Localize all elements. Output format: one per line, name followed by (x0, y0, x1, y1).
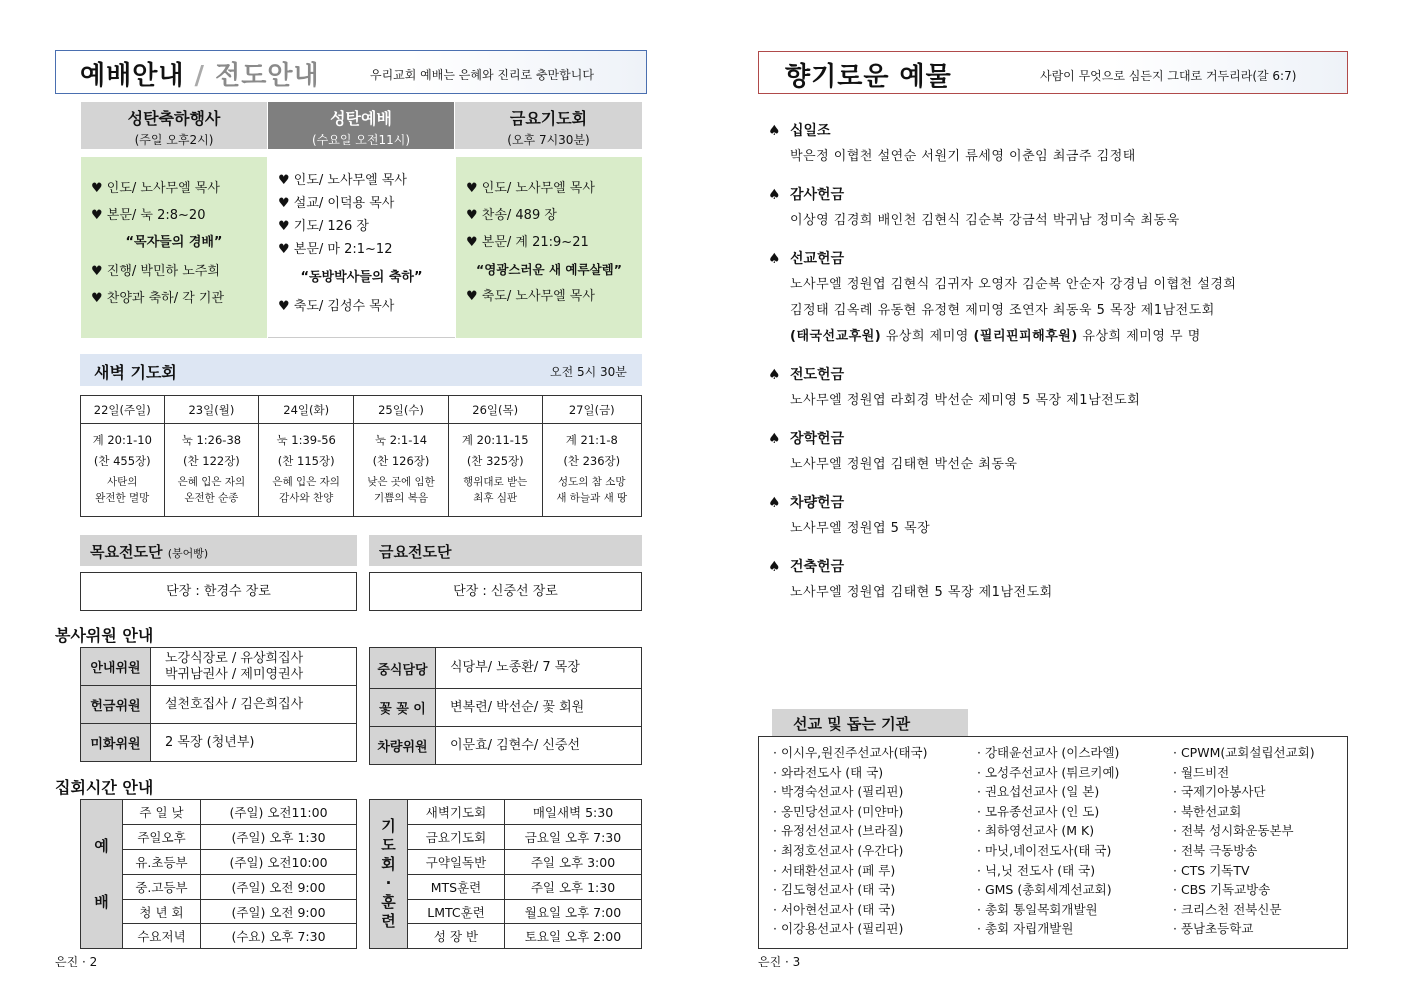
dawn-verse: 눅 1:39-56 (276, 433, 336, 447)
offering-names: 노사무엘 정원엽 김현식 김귀자 오영자 김순복 안순자 강경님 이협천 설경희 (790, 277, 1237, 292)
meeting-time: (주일) 오전 9:00 (201, 874, 357, 899)
mission-item: · 최정호선교사 (우간다) (773, 842, 904, 858)
dawn-hymn: (찬 325장) (466, 454, 524, 468)
dawn-cell (448, 424, 542, 517)
meeting-time: 토요일 오후 2:00 (505, 924, 642, 949)
col-head-2 (268, 102, 454, 149)
col-body-1 (81, 157, 267, 338)
offering-names-extra (768, 324, 1348, 350)
service-value-line: 노강식장로 / 유상희집사 (165, 650, 304, 666)
mission-item: · 유정선선교사 (브라질) (773, 823, 904, 839)
col1-line: ♥ 찬양과 축하/ 각 기관 (91, 291, 225, 306)
dawn-topic: 완전한 멸망 (95, 492, 150, 504)
meeting-name: 중.고등부 (123, 874, 201, 899)
mission-item: · 북한선교회 (1173, 803, 1242, 819)
meeting-name: 유.초등부 (123, 849, 201, 874)
offering-list (768, 118, 1348, 606)
col2-line: ♥ 축도/ 김성수 목사 (278, 299, 395, 314)
offering-head (768, 362, 1348, 388)
service-value: 이문효/ 김현수/ 신중선 (436, 727, 642, 765)
mission-item: · 전북 극동방송 (1173, 842, 1258, 858)
right-subtitle: 사람이 무엇으로 심든지 그대로 거두리라(갈 6:7) (1040, 69, 1297, 83)
service-value: 설천호집사 / 김은희집사 (151, 686, 357, 724)
meeting-name: 청 년 회 (123, 899, 201, 924)
fri-team-leader: 단장 : 신중선 장로 (369, 572, 642, 611)
thu-team-leader: 단장 : 한경수 장로 (80, 572, 357, 611)
service-value: 2 목장 (청년부) (151, 724, 357, 762)
meeting-name: 주일오후 (123, 824, 201, 849)
dawn-topic: 행위대로 받는 (463, 476, 528, 488)
mission-item: · 월드비전 (1173, 764, 1230, 780)
dawn-verse: 계 21:1-8 (565, 433, 618, 447)
dawn-topic: 낮은 곳에 임한 (367, 476, 435, 488)
dawn-hymn: (찬 115장) (277, 454, 335, 468)
dawn-cell (259, 424, 354, 517)
worship-times-table (80, 799, 357, 949)
dawn-topic: 성도의 참 소망 (557, 476, 626, 488)
dawn-day: 23일(월) (164, 396, 259, 424)
col2-line: ♥ 인도/ 노사무엘 목사 (278, 173, 407, 188)
mission-list-box (758, 736, 1348, 949)
dawn-topic: 은혜 입은 자의 (272, 476, 340, 488)
thu-team-note: (붕어빵) (167, 547, 209, 560)
mission-item: · 서태환선교사 (페 루) (773, 862, 896, 878)
mission-item: · CPWM(교회설립선교회) (1173, 745, 1315, 760)
dawn-day: 22일(주일) (81, 396, 165, 424)
service-title: 봉사위원 안내 (55, 626, 154, 645)
mission-item: · 와라전도사 (태 국) (773, 764, 884, 780)
meeting-name: 수요저녁 (123, 924, 201, 949)
mission-item: · 전북 성시화운동본부 (1173, 823, 1294, 839)
meeting-name: 성 장 반 (408, 924, 505, 949)
col-head-3-title: 금요기도회 (509, 109, 588, 128)
dawn-topic: 온전한 순종 (184, 492, 239, 504)
thailand-support-label: (태국선교후원) (790, 329, 882, 344)
offering-head-label: 건축헌금 (790, 559, 845, 575)
spade-icon: ♠ (768, 495, 781, 511)
col-head-3-sub: (오후 7시30분) (507, 133, 590, 147)
title-evangelism: 전도안내 (215, 61, 320, 91)
mission-item: · 서아현선교사 (태 국) (773, 901, 896, 917)
mission-item: · 국제기아봉사단 (1173, 784, 1266, 800)
col2-line: ♥ 본문/ 마 2:1~12 (278, 242, 393, 257)
col1-line: ♥ 본문/ 눅 2:8~20 (91, 208, 206, 223)
dawn-hymn: (찬 236장) (563, 454, 621, 468)
mission-col-1 (773, 743, 928, 939)
dawn-cell (354, 424, 449, 517)
dawn-prayer-time: 오전 5시 30분 (550, 365, 627, 379)
meeting-time: (수요) 오후 7:30 (201, 924, 357, 949)
left-page-footer: 은진 · 2 (55, 955, 98, 969)
offering-head (768, 246, 1348, 272)
spade-icon: ♠ (768, 123, 781, 139)
col-head-3 (455, 102, 642, 149)
offering-head-label: 감사헌금 (790, 187, 845, 203)
dawn-prayer-title: 새벽 기도회 (94, 363, 177, 382)
col3-line: ♥ 축도/ 노사무엘 목사 (466, 289, 595, 304)
mission-item: · 마닛,네이전도사(태 국) (977, 842, 1112, 858)
offering-head-label: 차량헌금 (790, 495, 845, 511)
service-value-line: 박귀남권사 / 제미영권사 (165, 666, 304, 682)
dawn-topic: 감사와 찬양 (279, 492, 334, 504)
service-label: 차량위원 (370, 727, 436, 765)
prayer-side-label: 기 도 회 · 훈 련 (370, 800, 408, 949)
dawn-day: 26일(목) (448, 396, 542, 424)
col3-line: ♥ 인도/ 노사무엘 목사 (466, 181, 595, 196)
prayer-times-table (369, 799, 642, 949)
col-body-3 (456, 157, 642, 338)
mission-item: · 총회 자립개발원 (977, 921, 1074, 937)
offering-names: 노사무엘 정원엽 라회경 박선순 제미영 5 목장 제1남전도회 (790, 393, 1141, 408)
left-title-main (80, 55, 320, 92)
col2-sermon-title: “동방박사들의 축하” (300, 270, 423, 285)
mission-item: · 총회 통일목회개발원 (977, 901, 1098, 917)
offering-head (768, 554, 1348, 580)
dawn-topic: 기쁨의 복음 (373, 492, 429, 504)
offering-head-label: 장학헌금 (790, 431, 845, 447)
meeting-time: 주일 오후 1:30 (505, 874, 642, 899)
mission-item: · 박경숙선교사 (필리핀) (773, 784, 904, 800)
mission-item: · 크리스천 전북신문 (1173, 901, 1282, 917)
dawn-schedule-table (80, 395, 642, 517)
thu-team-name: 목요전도단 (90, 543, 163, 561)
mission-item: · 김도형선교사 (태 국) (773, 882, 896, 898)
col-head-2-title: 성탄예배 (330, 109, 392, 128)
right-page-footer: 은진 · 3 (758, 955, 801, 969)
offering-names: 박은정 이협천 설연순 서원기 류세영 이춘임 최금주 김정태 (790, 149, 1136, 164)
fri-team-title: 금요전도단 (379, 543, 452, 561)
spade-icon: ♠ (768, 367, 781, 383)
offering-names: 노사무엘 정원엽 5 목장 (790, 521, 931, 536)
offering-head (768, 490, 1348, 516)
offering-names: 이상영 김경희 배인천 김현식 김순복 강금석 박귀남 정미숙 최동욱 (790, 213, 1180, 228)
service-label: 미화위원 (81, 724, 151, 762)
mission-title: 선교 및 돕는 기관 (793, 715, 911, 733)
title-sep: / (194, 61, 206, 91)
service-table-right (369, 647, 642, 765)
col1-line: ♥ 인도/ 노사무엘 목사 (91, 181, 220, 196)
dawn-cell (81, 424, 165, 517)
mission-item: · 풍남초등학교 (1173, 921, 1254, 937)
service-label: 꽃 꽂 이 (370, 689, 436, 727)
dawn-day: 25일(수) (354, 396, 449, 424)
dawn-day: 27일(금) (542, 396, 641, 424)
meeting-name: 구약일독반 (408, 849, 505, 874)
thailand-support-names: 유상희 제미영 (881, 329, 974, 344)
mission-item: · GMS (총회세계선교회) (977, 882, 1112, 898)
col-head-1-title: 성탄축하행사 (127, 109, 221, 128)
offering-head-label: 전도헌금 (790, 367, 845, 383)
philippines-support-names: 유상희 제미영 무 명 (1077, 329, 1201, 344)
meeting-time: (주일) 오전 9:00 (201, 899, 357, 924)
meeting-name: 주 일 낮 (123, 800, 201, 825)
dawn-verse: 눅 2:1-14 (374, 433, 428, 447)
col-head-1 (81, 102, 267, 149)
mission-item: · 옹민당선교사 (미얀마) (773, 803, 904, 819)
meeting-name: MTS훈련 (408, 874, 505, 899)
meeting-time: (주일) 오전10:00 (201, 849, 357, 874)
service-value: 식당부/ 노종환/ 7 목장 (436, 648, 642, 689)
philippines-support-label: (필리핀피해후원) (973, 329, 1078, 344)
meeting-time: (주일) 오후 1:30 (201, 824, 357, 849)
dawn-cell (542, 424, 641, 517)
col3-sermon-title: “영광스러운 새 예루살렘” (476, 262, 622, 277)
dawn-verse: 계 20:11-15 (461, 433, 529, 447)
mission-item: · 이강용선교사 (필리핀) (773, 921, 904, 937)
service-value: 변복련/ 박선순/ 꽃 회원 (436, 689, 642, 727)
mission-item: · 모유종선교사 (인 도) (977, 803, 1100, 819)
spade-icon: ♠ (768, 431, 781, 447)
mission-col-3 (1173, 743, 1315, 939)
left-subtitle: 우리교회 예배는 은혜와 진리로 충만합니다 (370, 68, 594, 82)
dawn-hymn: (찬 126장) (372, 454, 430, 468)
offering-names: 노사무엘 정원엽 김태현 박선순 최동욱 (790, 457, 1018, 472)
offering-head-label: 십일조 (790, 123, 831, 139)
offering-names: 김정태 김옥례 유동현 유정현 제미영 조연자 최동욱 5 목장 제1남전도회 (790, 303, 1215, 318)
meeting-time: 주일 오후 3:00 (505, 849, 642, 874)
meeting-name: 금요기도회 (408, 824, 505, 849)
spade-icon: ♠ (768, 559, 781, 575)
dawn-hymn: (찬 122장) (183, 454, 240, 468)
meeting-time: 월요일 오후 7:00 (505, 899, 642, 924)
service-table-left (80, 647, 357, 762)
mission-item: · CTS 기독TV (1173, 862, 1250, 878)
mission-item: · 권요섭선교사 (일 본) (977, 784, 1100, 800)
dawn-hymn: (찬 455장) (93, 454, 151, 468)
col-head-1-sub: (주일 오후2시) (134, 133, 214, 147)
dawn-verse: 눅 1:26-38 (181, 433, 242, 447)
offering-head-label: 선교헌금 (790, 251, 845, 267)
offering-head (768, 182, 1348, 208)
service-label: 중식담당 (370, 648, 436, 689)
col2-line: ♥ 설교/ 이덕용 목사 (278, 196, 395, 211)
service-label: 헌금위원 (81, 686, 151, 724)
right-title-main: 향기로운 예물 (785, 62, 952, 92)
meeting-time: (주일) 오전11:00 (201, 800, 357, 825)
meeting-name: LMTC훈련 (408, 899, 505, 924)
worship-side-label: 예 배 (81, 800, 123, 949)
dawn-cell (164, 424, 259, 517)
col3-line: ♥ 본문/ 계 21:9~21 (466, 235, 589, 250)
service-label: 안내위원 (81, 648, 151, 686)
meetings-title: 집회시간 안내 (55, 778, 154, 797)
meeting-time: 금요일 오후 7:30 (505, 824, 642, 849)
col-body-2 (268, 157, 455, 338)
mission-item: · 최하영선교사 (M K) (977, 823, 1095, 839)
offering-head (768, 118, 1348, 144)
mission-col-2 (977, 743, 1119, 939)
spade-icon: ♠ (768, 251, 781, 267)
col2-line: ♥ 기도/ 126 장 (278, 219, 369, 234)
col3-line: ♥ 찬송/ 489 장 (466, 208, 557, 223)
dawn-topic: 사탄의 (107, 476, 138, 488)
mission-item: · 닉,닛 전도사 (태 국) (977, 862, 1096, 878)
thu-team-title (90, 541, 208, 562)
meeting-time: 매일새벽 5:30 (505, 800, 642, 825)
title-worship: 예배안내 (80, 61, 185, 91)
col-head-2-sub: (수요일 오전11시) (312, 133, 410, 147)
dawn-topic: 새 하늘과 새 땅 (556, 492, 628, 504)
mission-item: · 이시우,원진주선교사(태국) (773, 745, 928, 760)
mission-item: · CBS 기독교방송 (1173, 882, 1271, 898)
meeting-name: 새벽기도회 (408, 800, 505, 825)
col1-sermon-title: “목자들의 경배” (125, 235, 223, 250)
col1-line: ♥ 진행/ 박민하 노주희 (91, 264, 220, 279)
service-value (151, 648, 357, 686)
dawn-topic: 최후 심판 (473, 492, 518, 504)
dawn-day: 24일(화) (259, 396, 354, 424)
spade-icon: ♠ (768, 187, 781, 203)
mission-item: · 오성주선교사 (튀르키예) (977, 764, 1120, 780)
mission-item: · 강태윤선교사 (이스라엘) (977, 745, 1120, 760)
dawn-verse: 계 20:1-10 (92, 433, 152, 447)
offering-names: 노사무엘 정원엽 김태현 5 목장 제1남전도회 (790, 585, 1053, 600)
offering-head (768, 426, 1348, 452)
dawn-topic: 은혜 입은 자의 (177, 476, 246, 488)
